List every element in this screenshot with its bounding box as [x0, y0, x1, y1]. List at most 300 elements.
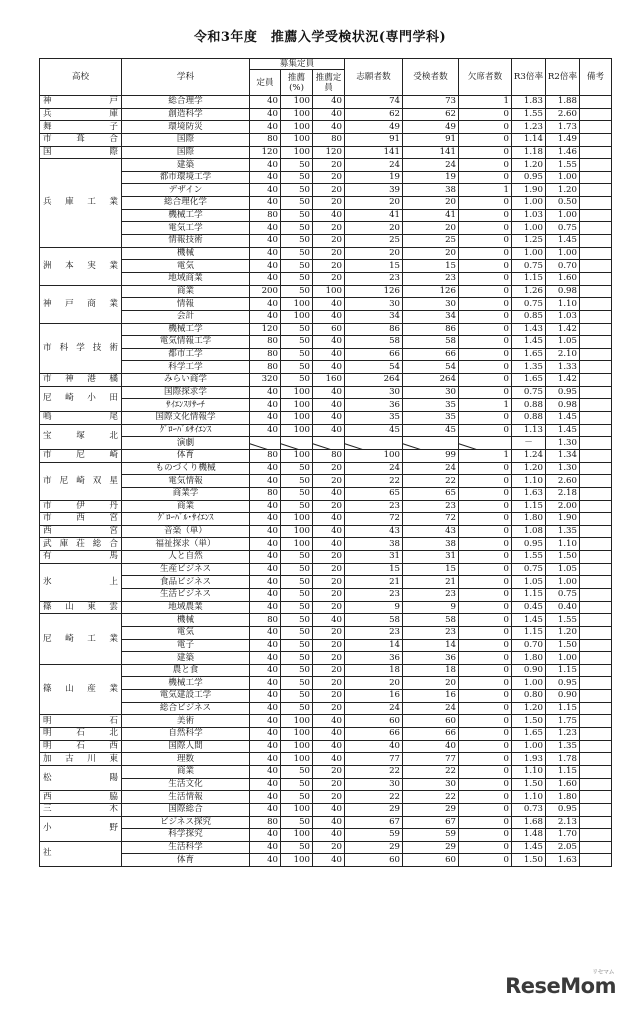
- cell-examinees: 35: [403, 399, 459, 412]
- cell-absentees: 1: [459, 184, 512, 197]
- table-row: [40, 209, 612, 222]
- cell-ratio-r2: 1.49: [546, 133, 580, 146]
- school-name: 市伊丹: [40, 500, 122, 513]
- cell-examinees: 60: [403, 715, 459, 728]
- cell-applicants: 24: [345, 462, 403, 475]
- dept-name: 機械工学: [122, 323, 250, 336]
- cell-ratio-r2: 1.15: [546, 765, 580, 778]
- table-container: [39, 58, 612, 867]
- school-name: 国際: [40, 146, 122, 159]
- cell-absentees: 0: [459, 728, 512, 741]
- cell-examinees: 22: [403, 765, 459, 778]
- dept-name: 国際文化情報学: [122, 412, 250, 425]
- cell-rec-pct: 50: [281, 184, 313, 197]
- cell-rec-pct: 100: [281, 803, 313, 816]
- cell-ratio-r2: 1.42: [546, 323, 580, 336]
- cell-absentees: 0: [459, 159, 512, 172]
- cell-rec-pct: 50: [281, 247, 313, 260]
- table-row: [40, 664, 612, 677]
- cell-rec-quota: 80: [313, 133, 345, 146]
- cell-ratio-r2: 1.30: [546, 462, 580, 475]
- table-row: [40, 412, 612, 425]
- cell-rec-pct: 100: [281, 740, 313, 753]
- cell-notes: [580, 336, 612, 349]
- dept-name: 建築: [122, 159, 250, 172]
- cell-quota: 40: [250, 96, 281, 109]
- cell-rec-quota: 40: [313, 96, 345, 109]
- cell-applicants: 21: [345, 576, 403, 589]
- table-row: [40, 184, 612, 197]
- cell-rec-quota: 40: [313, 487, 345, 500]
- table-row: [40, 336, 612, 349]
- cell-applicants: 40: [345, 740, 403, 753]
- cell-ratio-r3: 1.50: [512, 778, 546, 791]
- dept-name: 地域農業: [122, 601, 250, 614]
- cell-notes: [580, 348, 612, 361]
- cell-quota: 40: [250, 538, 281, 551]
- cell-absentees: 0: [459, 664, 512, 677]
- table-row: [40, 121, 612, 134]
- cell-applicants: 29: [345, 803, 403, 816]
- cell-notes: [580, 513, 612, 526]
- cell-rec-pct: 100: [281, 715, 313, 728]
- cell-quota: 80: [250, 816, 281, 829]
- cell-ratio-r3: 1.80: [512, 513, 546, 526]
- cell-notes: [580, 690, 612, 703]
- cell-rec-quota: 40: [313, 816, 345, 829]
- cell-notes: [580, 475, 612, 488]
- table-row: [40, 791, 612, 804]
- cell-notes: [580, 677, 612, 690]
- cell-examinees: 45: [403, 424, 459, 437]
- cell-applicants: 24: [345, 159, 403, 172]
- dept-name: 科学工学: [122, 361, 250, 374]
- cell-quota: 40: [250, 197, 281, 210]
- cell-quota: 40: [250, 715, 281, 728]
- cell-ratio-r2: 1.60: [546, 272, 580, 285]
- cell-rec-quota: 20: [313, 639, 345, 652]
- dept-name: 農と食: [122, 664, 250, 677]
- cell-examinees: 59: [403, 829, 459, 842]
- cell-quota: 120: [250, 146, 281, 159]
- cell-absentees: 0: [459, 816, 512, 829]
- dept-name: 国際探求学: [122, 386, 250, 399]
- cell-quota: 40: [250, 399, 281, 412]
- cell-notes: [580, 841, 612, 854]
- cell-absentees: 0: [459, 791, 512, 804]
- cell-absentees: 0: [459, 740, 512, 753]
- cell-rec-quota: 160: [313, 374, 345, 387]
- cell-quota: 40: [250, 702, 281, 715]
- table-row: [40, 260, 612, 273]
- dept-name: 演劇: [122, 437, 250, 450]
- cell-ratio-r3: 1.83: [512, 96, 546, 109]
- cell-applicants: 30: [345, 778, 403, 791]
- dept-name: 創造科学: [122, 108, 250, 121]
- cell-rec-quota: 20: [313, 171, 345, 184]
- cell-notes: [580, 247, 612, 260]
- cell-quota: 40: [250, 690, 281, 703]
- cell-rec-pct: 50: [281, 588, 313, 601]
- table-row: [40, 728, 612, 741]
- header-school: 高校: [40, 59, 122, 96]
- cell-notes: [580, 778, 612, 791]
- cell-ratio-r2: 0.70: [546, 260, 580, 273]
- cell-applicants: 60: [345, 715, 403, 728]
- cell-rec-quota: 40: [313, 424, 345, 437]
- dept-name: 電気情報: [122, 475, 250, 488]
- cell-rec-pct: 50: [281, 197, 313, 210]
- cell-rec-quota: 20: [313, 652, 345, 665]
- resemom-logo: ReseMom リセマム: [505, 969, 616, 998]
- dept-name: 電気工学: [122, 222, 250, 235]
- table-row: [40, 133, 612, 146]
- cell-quota: 40: [250, 171, 281, 184]
- cell-rec-pct: 50: [281, 778, 313, 791]
- cell-ratio-r3: 1.00: [512, 740, 546, 753]
- dept-name: 美術: [122, 715, 250, 728]
- cell-notes: [580, 551, 612, 564]
- cell-absentees: 0: [459, 551, 512, 564]
- cell-examinees: 15: [403, 260, 459, 273]
- cell-ratio-r3: 0.80: [512, 690, 546, 703]
- cell-absentees: 0: [459, 310, 512, 323]
- cell-notes: [580, 159, 612, 172]
- cell-rec-pct: 50: [281, 475, 313, 488]
- cell-quota: 80: [250, 449, 281, 462]
- cell-rec-pct: 50: [281, 765, 313, 778]
- cell-applicants: 23: [345, 500, 403, 513]
- cell-quota: 40: [250, 310, 281, 323]
- cell-ratio-r3: 1.10: [512, 475, 546, 488]
- table-row: [40, 374, 612, 387]
- cell-ratio-r3: 1.26: [512, 285, 546, 298]
- cell-applicants: 66: [345, 728, 403, 741]
- cell-rec-pct: 50: [281, 209, 313, 222]
- cell-quota: 40: [250, 500, 281, 513]
- cell-rec-quota: 120: [313, 146, 345, 159]
- school-name: 明石北: [40, 728, 122, 741]
- cell-absentees: 0: [459, 272, 512, 285]
- table-row: [40, 361, 612, 374]
- school-name: 三木: [40, 803, 122, 816]
- cell-notes: [580, 487, 612, 500]
- cell-quota: 40: [250, 829, 281, 842]
- cell-ratio-r3: 1.00: [512, 247, 546, 260]
- cell-ratio-r2: 2.00: [546, 500, 580, 513]
- table-row: [40, 525, 612, 538]
- cell-notes: [580, 791, 612, 804]
- school-name: 宝塚北: [40, 424, 122, 449]
- school-name: 兵庫工業: [40, 159, 122, 247]
- cell-notes: [580, 803, 612, 816]
- school-name: 神戸商業: [40, 285, 122, 323]
- cell-applicants: 23: [345, 272, 403, 285]
- cell-ratio-r3: 0.75: [512, 563, 546, 576]
- table-row: [40, 171, 612, 184]
- cell-ratio-r2: 2.10: [546, 348, 580, 361]
- cell-notes: [580, 816, 612, 829]
- cell-ratio-r3: 0.75: [512, 298, 546, 311]
- cell-absentees: 0: [459, 386, 512, 399]
- table-row: [40, 108, 612, 121]
- cell-ratio-r3: 0.90: [512, 664, 546, 677]
- dept-name: 電気建設工学: [122, 690, 250, 703]
- cell-absentees: 0: [459, 601, 512, 614]
- cell-ratio-r3: 1.25: [512, 235, 546, 248]
- cell-rec-quota: 20: [313, 159, 345, 172]
- school-name: 舞子: [40, 121, 122, 134]
- cell-rec-pct: 100: [281, 298, 313, 311]
- cell-ratio-r3: 1.93: [512, 753, 546, 766]
- dept-name: ｸﾞﾛｰﾊﾞﾙｻｲｴﾝｽ: [122, 424, 250, 437]
- cell-applicants: 31: [345, 551, 403, 564]
- table-row: [40, 500, 612, 513]
- table-row: [40, 424, 612, 437]
- cell-absentees: 0: [459, 298, 512, 311]
- dept-name: 都市工学: [122, 348, 250, 361]
- cell-quota: 40: [250, 563, 281, 576]
- cell-rec-quota: 20: [313, 841, 345, 854]
- cell-absentees: 0: [459, 222, 512, 235]
- cell-rec-pct: 100: [281, 513, 313, 526]
- cell-applicants: 264: [345, 374, 403, 387]
- table-row: [40, 677, 612, 690]
- table-row: [40, 841, 612, 854]
- school-name: 市神港橘: [40, 374, 122, 387]
- dept-name: 総合理化学: [122, 197, 250, 210]
- cell-rec-quota: 60: [313, 323, 345, 336]
- cell-applicants: 38: [345, 538, 403, 551]
- cell-examinees: 24: [403, 702, 459, 715]
- cell-notes: [580, 285, 612, 298]
- dept-name: 電気: [122, 626, 250, 639]
- school-name: 市葺合: [40, 133, 122, 146]
- dept-name: 総合理学: [122, 96, 250, 109]
- cell-applicants: 20: [345, 222, 403, 235]
- table-row: [40, 803, 612, 816]
- cell-notes: [580, 323, 612, 336]
- cell-ratio-r2: 1.63: [546, 854, 580, 867]
- table-row: [40, 298, 612, 311]
- cell-rec-pct: 50: [281, 639, 313, 652]
- cell-rec-pct: 100: [281, 386, 313, 399]
- cell-ratio-r2: 1.75: [546, 715, 580, 728]
- cell-quota: 120: [250, 323, 281, 336]
- dept-name: 商業: [122, 765, 250, 778]
- table-row: [40, 159, 612, 172]
- cell-notes: [580, 197, 612, 210]
- cell-examinees: 54: [403, 361, 459, 374]
- cell-absentees: 0: [459, 690, 512, 703]
- cell-ratio-r2: 2.13: [546, 816, 580, 829]
- cell-examinees: 31: [403, 551, 459, 564]
- cell-ratio-r2: 1.05: [546, 336, 580, 349]
- cell-rec-quota: 20: [313, 690, 345, 703]
- cell-applicants: 14: [345, 639, 403, 652]
- cell-ratio-r2: 1.35: [546, 525, 580, 538]
- cell-notes: [580, 702, 612, 715]
- cell-notes: [580, 728, 612, 741]
- cell-ratio-r2: 0.98: [546, 399, 580, 412]
- cell-ratio-r3: 1.80: [512, 652, 546, 665]
- cell-ratio-r2: 1.30: [546, 437, 580, 450]
- cell-applicants: 86: [345, 323, 403, 336]
- cell-applicants: 34: [345, 310, 403, 323]
- school-name: 市尼崎双星: [40, 462, 122, 500]
- table-row: [40, 285, 612, 298]
- cell-applicants: 29: [345, 841, 403, 854]
- cell-ratio-r2: 1.15: [546, 702, 580, 715]
- cell-examinees: 23: [403, 626, 459, 639]
- cell-quota: 40: [250, 576, 281, 589]
- cell-examinees: 23: [403, 500, 459, 513]
- cell-rec-quota: 20: [313, 500, 345, 513]
- cell-absentees: 0: [459, 765, 512, 778]
- cell-ratio-r2: 0.95: [546, 386, 580, 399]
- cell-ratio-r3: 0.95: [512, 171, 546, 184]
- dept-name: ビジネス探究: [122, 816, 250, 829]
- cell-examinees: 23: [403, 588, 459, 601]
- cell-absentees: 0: [459, 133, 512, 146]
- cell-examinees: 34: [403, 310, 459, 323]
- cell-rec-quota: 20: [313, 702, 345, 715]
- school-name: 氷上: [40, 563, 122, 601]
- cell-ratio-r3: 1.45: [512, 336, 546, 349]
- cell-notes: [580, 412, 612, 425]
- cell-absentees: 1: [459, 399, 512, 412]
- school-name: 篠山東雲: [40, 601, 122, 614]
- cell-notes: [580, 424, 612, 437]
- cell-rec-pct: 50: [281, 336, 313, 349]
- cell-rec-quota: 40: [313, 525, 345, 538]
- cell-examinees: 36: [403, 652, 459, 665]
- cell-rec-quota: 20: [313, 184, 345, 197]
- cell-rec-pct: 100: [281, 728, 313, 741]
- cell-absentees: 0: [459, 108, 512, 121]
- cell-examinees: 20: [403, 197, 459, 210]
- dept-name: 都市環境工学: [122, 171, 250, 184]
- cell-absentees: 0: [459, 197, 512, 210]
- cell-notes: [580, 462, 612, 475]
- table-row: [40, 272, 612, 285]
- cell-ratio-r3: 0.95: [512, 538, 546, 551]
- cell-ratio-r2: 1.45: [546, 412, 580, 425]
- cell-rec-quota: 20: [313, 778, 345, 791]
- cell-examinees: 29: [403, 803, 459, 816]
- cell-examinees: 30: [403, 386, 459, 399]
- cell-applicants: 67: [345, 816, 403, 829]
- cell-notes: [580, 639, 612, 652]
- table-row: [40, 513, 612, 526]
- school-name: 有馬: [40, 551, 122, 564]
- dept-name: ｸﾞﾛｰﾊﾞﾙ･ｻｲｴﾝｽ: [122, 513, 250, 526]
- cell-ratio-r3: 1.20: [512, 702, 546, 715]
- cell-quota: 40: [250, 677, 281, 690]
- dept-name: 電気: [122, 260, 250, 273]
- cell-absentees: 0: [459, 424, 512, 437]
- cell-rec-quota: 20: [313, 677, 345, 690]
- cell-rec-pct: 50: [281, 323, 313, 336]
- cell-applicants: 49: [345, 121, 403, 134]
- cell-rec-quota: 20: [313, 551, 345, 564]
- dept-name: 電気情報工学: [122, 336, 250, 349]
- cell-notes: [580, 854, 612, 867]
- cell-notes: [580, 664, 612, 677]
- cell-absentees: 0: [459, 677, 512, 690]
- cell-notes: [580, 563, 612, 576]
- cell-quota: 40: [250, 791, 281, 804]
- dept-name: 環境防災: [122, 121, 250, 134]
- cell-applicants: 22: [345, 475, 403, 488]
- cell-absentees: 0: [459, 462, 512, 475]
- dept-name: 情報: [122, 298, 250, 311]
- cell-quota: 40: [250, 601, 281, 614]
- cell-rec-pct: 50: [281, 260, 313, 273]
- cell-applicants: 43: [345, 525, 403, 538]
- cell-notes: [580, 298, 612, 311]
- cell-applicants: 24: [345, 702, 403, 715]
- cell-applicants: 16: [345, 690, 403, 703]
- school-name: 小野: [40, 816, 122, 841]
- cell-ratio-r3: 1.20: [512, 462, 546, 475]
- cell-rec-quota: 40: [313, 513, 345, 526]
- table-row: [40, 652, 612, 665]
- header-rec-pct: 推薦(%): [281, 70, 313, 96]
- dept-name: 音楽（単）: [122, 525, 250, 538]
- cell-notes: [580, 614, 612, 627]
- cell-quota: 80: [250, 133, 281, 146]
- cell-applicants: 91: [345, 133, 403, 146]
- cell-rec-pct: 50: [281, 361, 313, 374]
- cell-notes: [580, 108, 612, 121]
- table-row: [40, 96, 612, 109]
- cell-absentees: 0: [459, 854, 512, 867]
- cell-quota: 80: [250, 336, 281, 349]
- dept-name: 電子: [122, 639, 250, 652]
- cell-notes: [580, 386, 612, 399]
- cell-ratio-r3: 1.15: [512, 626, 546, 639]
- table-row: [40, 475, 612, 488]
- cell-examinees: 73: [403, 96, 459, 109]
- cell-absentees: 0: [459, 588, 512, 601]
- cell-absentees: 0: [459, 500, 512, 513]
- cell-rec-quota: [313, 437, 345, 450]
- cell-quota: 40: [250, 652, 281, 665]
- table-row: [40, 639, 612, 652]
- cell-rec-quota: 40: [313, 348, 345, 361]
- dept-name: 国際: [122, 133, 250, 146]
- cell-ratio-r2: 1.78: [546, 753, 580, 766]
- cell-absentees: 0: [459, 626, 512, 639]
- cell-applicants: 22: [345, 765, 403, 778]
- cell-examinees: 18: [403, 664, 459, 677]
- school-name: 市科学技術: [40, 323, 122, 374]
- cell-absentees: 0: [459, 475, 512, 488]
- cell-ratio-r2: 1.05: [546, 563, 580, 576]
- cell-applicants: 30: [345, 386, 403, 399]
- cell-ratio-r3: 1.24: [512, 449, 546, 462]
- cell-notes: [580, 765, 612, 778]
- cell-rec-pct: 50: [281, 159, 313, 172]
- cell-rec-pct: 50: [281, 677, 313, 690]
- admission-table: [39, 58, 612, 867]
- cell-notes: [580, 96, 612, 109]
- school-name: 松陽: [40, 765, 122, 790]
- table-row: [40, 449, 612, 462]
- cell-examinees: 91: [403, 133, 459, 146]
- cell-rec-quota: 40: [313, 753, 345, 766]
